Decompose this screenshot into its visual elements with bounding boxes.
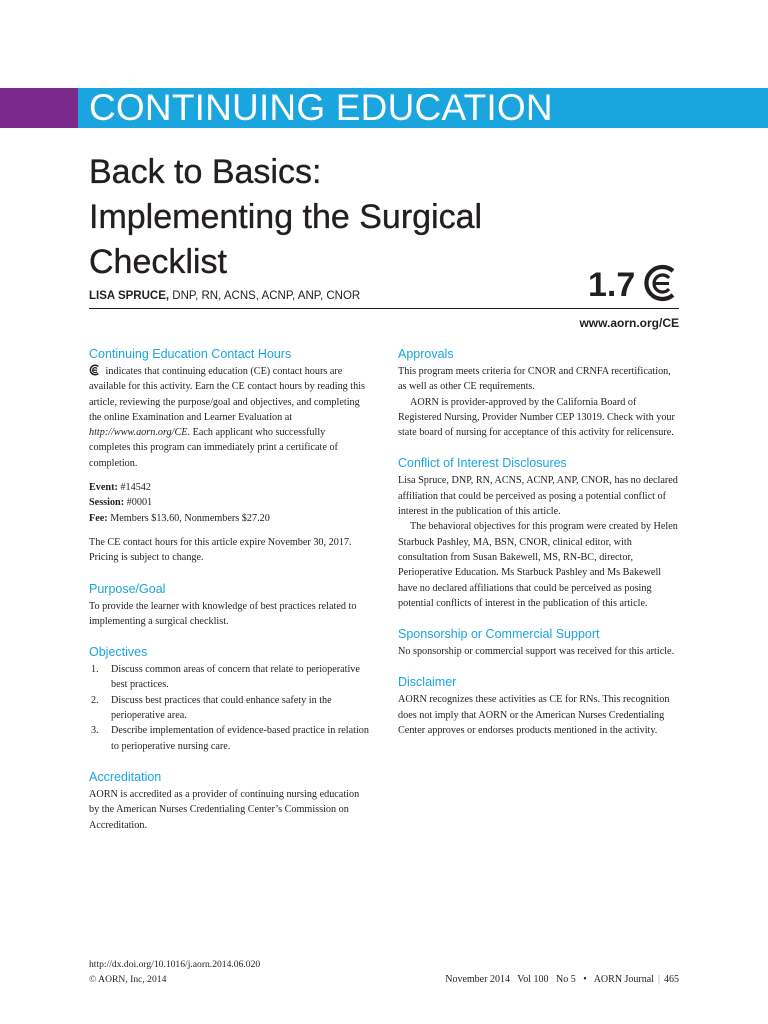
purpose-text: To provide the learner with knowledge of best practices related to implementing a surgical checklist.: [89, 600, 357, 627]
contact-hours-text: [89, 364, 369, 471]
page-number: 465: [664, 974, 679, 985]
author-name: LISA SPRUCE,: [89, 290, 170, 302]
ce-url-link[interactable]: www.aorn.org/CE: [579, 316, 679, 330]
objectives-section: [89, 644, 369, 754]
expiry-text: The CE contact hours for this article expire November 30, 2017. Pricing is subject to change.: [89, 536, 352, 564]
objective-item: [89, 723, 369, 754]
accreditation-text: AORN is accredited as a provider of continuing nursing education by the American Nurses Credentialing Center’s Commission on Accreditation.: [89, 788, 360, 831]
footer-citation: [445, 972, 679, 987]
footer-left: [89, 957, 260, 987]
objective-text: Discuss common areas of concern that relate to perioperative best practices.: [111, 664, 360, 691]
event-label: Event:: [89, 482, 118, 494]
objective-number: 1.: [91, 664, 99, 676]
contact-hours-text-start: indicates that continuing education (CE) contact hours are available for this activity. Earn the CE contact hours by reading this article, reviewing the purpose/goal and objectives, and completing the online Examination and Learner Evaluation at: [89, 366, 366, 423]
issue-date: November 2014: [445, 974, 510, 985]
session-value: #0001: [126, 497, 153, 509]
doi-link[interactable]: http://dx.doi.org/10.1016/j.aorn.2014.06.020: [89, 959, 261, 970]
sponsorship-heading: Sponsorship or Commercial Support: [398, 627, 600, 642]
title-line-2: Implementing the Surgical: [89, 198, 483, 236]
journal-name: AORN Journal: [593, 974, 654, 985]
sponsorship-text: No sponsorship or commercial support was received for this article.: [398, 646, 675, 658]
copyright-text: © AORN, Inc, 2014: [89, 974, 167, 985]
objective-number: 3.: [91, 725, 99, 737]
bullet-separator: •: [583, 974, 587, 985]
header-rule: [89, 308, 679, 309]
session-label: Session:: [89, 497, 125, 509]
objective-text: Discuss best practices that could enhance safety in the perioperative area.: [111, 694, 332, 722]
disclaimer-heading: Disclaimer: [398, 675, 457, 690]
objective-text: Describe implementation of evidence-based practice in relation to perioperative nursing care.: [111, 725, 369, 752]
objectives-list: [89, 662, 369, 754]
disclaimer-section: [398, 674, 678, 738]
divider-bar: |: [657, 974, 660, 985]
approvals-section: [398, 346, 678, 440]
accreditation-section: [89, 769, 369, 833]
conflict-text-2: The behavioral objectives for this program were created by Helen Starbuck Pashley, MA, BSN, CNOR, clinical editor, with consultation from Susan Bakewell, MS, RN-BC, director, Perioperative Education. Ms Starbuck Pashley and Ms Bakewell have no declared affiliations that could be perceived as posing potential conflicts of interest in the publication of this article.: [398, 521, 678, 609]
objective-item: [89, 662, 369, 693]
contact-hours-text-end: . Each applicant who successfully completes this program can immediately print a certificate of completion.: [89, 427, 338, 469]
fee-label: Fee:: [89, 512, 108, 524]
issue-number: No 5: [556, 974, 576, 985]
event-line: [89, 480, 369, 495]
session-line: [89, 495, 369, 510]
conflict-text-1: Lisa Spruce, DNP, RN, ACNS, ACNP, ANP, CNOR, has no declared affiliation that could be perceived as posing a potential conflict of interest in the publication of this article.: [398, 475, 678, 518]
event-info: [89, 480, 369, 526]
evaluation-link[interactable]: http://www.aorn.org/CE: [89, 427, 188, 439]
contact-hours-heading: Continuing Education Contact Hours: [89, 347, 292, 361]
title-line-1: Back to Basics:: [89, 153, 322, 191]
banner-side-block: [0, 88, 78, 128]
purpose-heading: Purpose/Goal: [89, 581, 166, 596]
ce-hours-value: 1.7: [588, 266, 636, 304]
purpose-section: [89, 581, 369, 630]
ce-inline-icon: [89, 364, 101, 376]
volume: Vol 100: [517, 974, 549, 985]
objective-item: [89, 693, 369, 724]
sponsorship-section: [398, 626, 678, 659]
fee-line: [89, 511, 369, 526]
approvals-heading: Approvals: [398, 347, 454, 361]
conflict-section: [398, 455, 678, 611]
right-column: [398, 346, 678, 738]
disclaimer-text: AORN recognizes these activities as CE for RNs. This recognition does not imply that AORN or the American Nurses Credentialing Center approves or endorses products mentioned in the activity.: [398, 694, 670, 737]
contact-hours-section: [89, 346, 369, 471]
fee-value: Members $13.60, Nonmembers $27.20: [110, 512, 270, 524]
author-credentials: DNP, RN, ACNS, ACNP, ANP, CNOR: [172, 290, 361, 302]
event-value: #14542: [120, 482, 151, 494]
approvals-text-2: AORN is provider-approved by the California Board of Registered Nursing, Provider Number CEP 13019. Check with your state board of nursing for acceptance of this activity for relicensure.: [398, 396, 675, 439]
title-line-3: Checklist: [89, 243, 227, 281]
objectives-heading: Objectives: [89, 645, 148, 660]
article-title: [89, 150, 482, 285]
conflict-heading: Conflict of Interest Disclosures: [398, 456, 567, 471]
left-column: [89, 346, 369, 833]
approvals-text-1: This program meets criteria for CNOR and CRNFA recertification, as well as other CE requirements.: [398, 366, 671, 393]
author-byline: [89, 290, 360, 302]
section-banner: CONTINUING EDUCATION: [89, 87, 553, 128]
objective-number: 2.: [91, 694, 99, 706]
accreditation-heading: Accreditation: [89, 769, 162, 784]
ce-logo-icon: [643, 263, 681, 303]
